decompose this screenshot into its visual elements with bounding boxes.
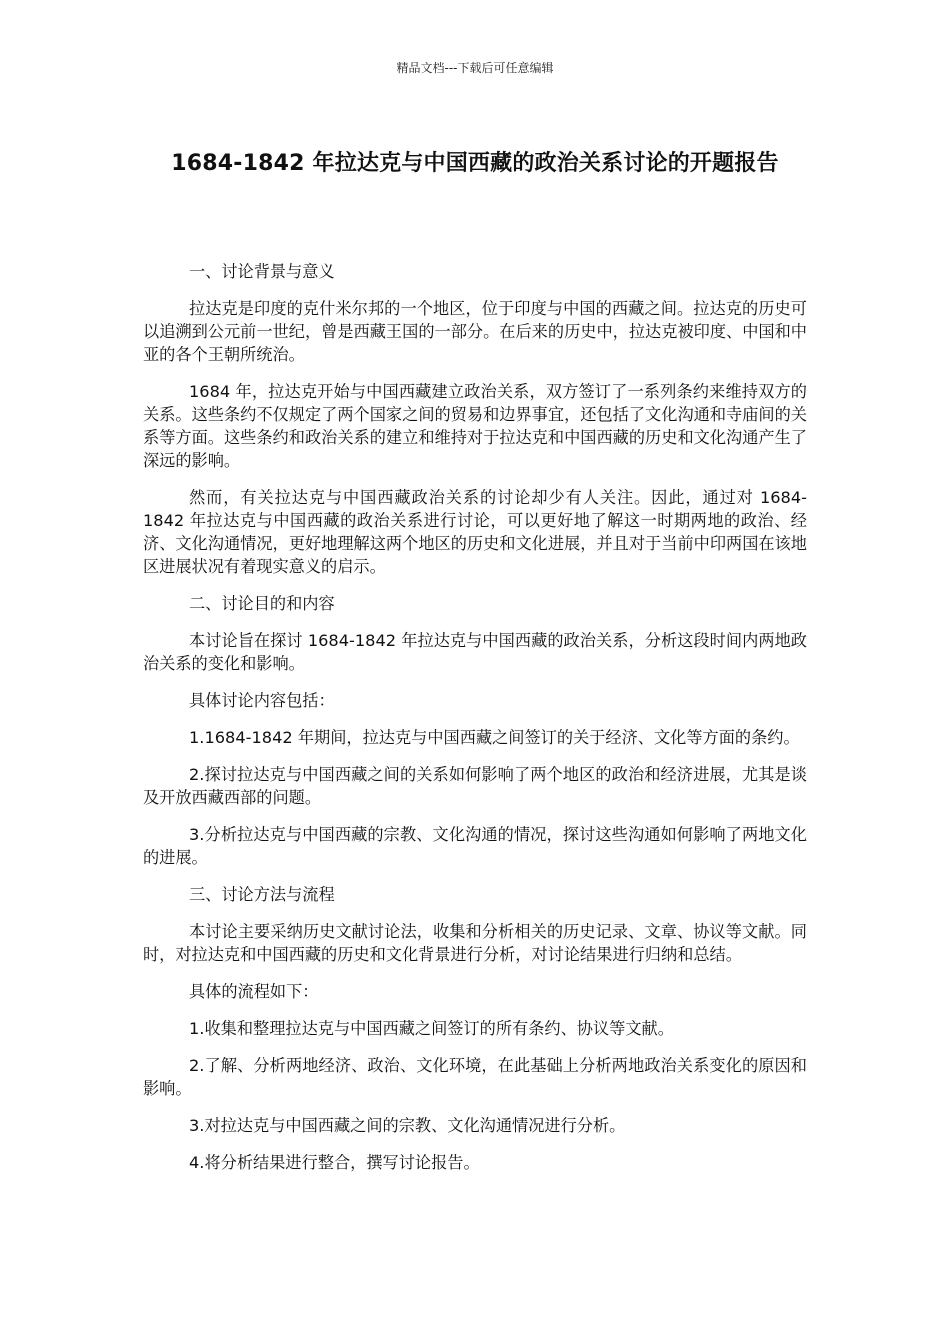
page-header: 精品文档---下载后可任意编辑 xyxy=(396,61,554,75)
document-title: 1684-1842 年拉达克与中国西藏的政治关系讨论的开题报告 xyxy=(171,151,779,176)
paragraph: 本讨论旨在探讨 1684-1842 年拉达克与中国西藏的政治关系，分析这段时间内两地政治关系的变化和影响。 xyxy=(143,631,807,673)
paragraph: 本讨论主要采纳历史文献讨论法，收集和分析相关的历史记录、文章、协议等文献。同时，对拉达克和中国西藏的历史和文化背景进行分析，对讨论结果进行归纳和总结。 xyxy=(143,922,807,964)
paragraph: 拉达克是印度的克什米尔邦的一个地区，位于印度与中国的西藏之间。拉达克的历史可以追溯到公元前一世纪，曾是西藏王国的一部分。在后来的历史中，拉达克被印度、中国和中亚的各个王朝所统治。 xyxy=(143,299,807,364)
list-item: 3.对拉达克与中国西藏之间的宗教、文化沟通情况进行分析。 xyxy=(189,1116,626,1135)
list-item: 3.分析拉达克与中国西藏的宗教、文化沟通的情况，探讨这些沟通如何影响了两地文化的进展。 xyxy=(143,825,807,867)
paragraph: 具体的流程如下： xyxy=(189,982,319,1001)
list-item: 1.1684-1842 年期间，拉达克与中国西藏之间签订的关于经济、文化等方面的条约。 xyxy=(189,728,800,747)
list-item: 2.了解、分析两地经济、政治、文化环境，在此基础上分析两地政治关系变化的原因和影响。 xyxy=(143,1056,807,1098)
document-body xyxy=(143,260,807,1188)
list-item: 1.收集和整理拉达克与中国西藏之间签订的所有条约、协议等文献。 xyxy=(189,1019,674,1038)
list-item: 4.将分析结果进行整合，撰写讨论报告。 xyxy=(189,1153,480,1172)
section-heading-objectives: 二、讨论目的和内容 xyxy=(189,594,335,613)
section-heading-methods: 三、讨论方法与流程 xyxy=(189,885,335,904)
paragraph: 具体讨论内容包括： xyxy=(189,691,335,710)
paragraph: 1684 年，拉达克开始与中国西藏建立政治关系，双方签订了一系列条约来维持双方的关系。这些条约不仅规定了两个国家之间的贸易和边界事宜，还包括了文化沟通和寺庙间的关系等方面。这些条约和政治关系的建立和维持对于拉达克和中国西藏的历史和文化沟通产生了深远的影响。 xyxy=(143,382,807,470)
section-heading-background: 一、讨论背景与意义 xyxy=(189,262,335,281)
paragraph: 然而，有关拉达克与中国西藏政治关系的讨论却少有人关注。因此，通过对 1684-1842 年拉达克与中国西藏的政治关系进行讨论，可以更好地了解这一时期两地的政治、经济、文化沟通情况，更好地理解这两个地区的历史和文化进展，并且对于当前中印两国在该地区进展状况有着现实意义的启示。 xyxy=(143,488,807,576)
list-item: 2.探讨拉达克与中国西藏之间的关系如何影响了两个地区的政治和经济进展，尤其是谈及开放西藏西部的问题。 xyxy=(143,765,807,807)
